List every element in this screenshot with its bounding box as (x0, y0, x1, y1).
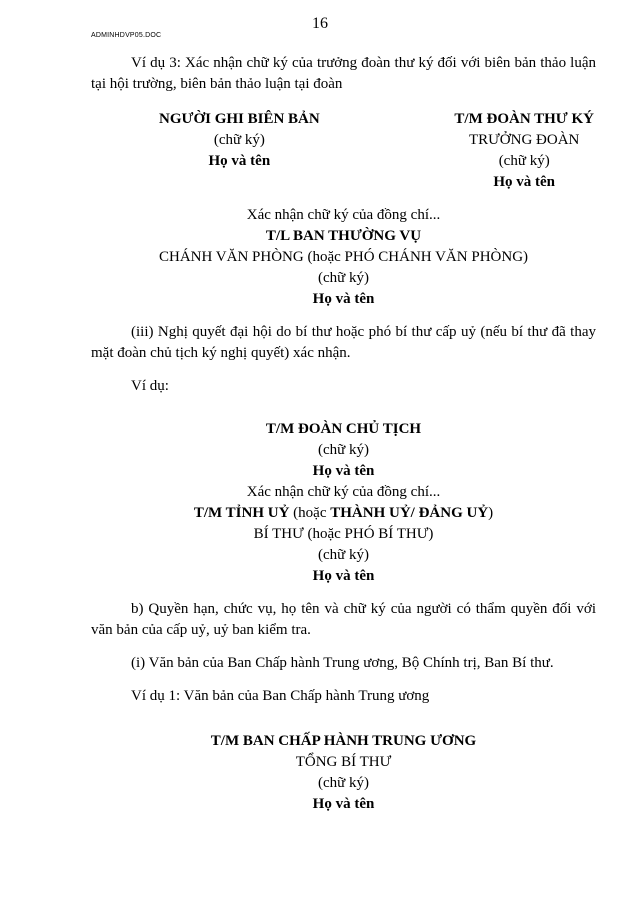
confirm-title-part-c: THÀNH UỶ/ ĐẢNG UỶ (330, 505, 489, 521)
section-b-item-i: (i) Văn bản của Ban Chấp hành Trung ương, Bộ Chính trị, Ban Bí thư. (131, 655, 554, 671)
example3-intro: Ví dụ 3: Xác nhận chữ ký của trưởng đoàn thư ký đối với biên bản thảo luận tại hội trường, biên bản thảo luận tại đoàn (91, 55, 596, 92)
presidium-name: Họ và tên (312, 463, 375, 479)
example3-signature-row (91, 109, 596, 193)
presidium-confirm-text: Xác nhận chữ ký của đồng chí... (246, 484, 441, 500)
presidium-sign: (chữ ký) (317, 442, 370, 458)
central-committee-signature-block (91, 731, 596, 815)
presidium-confirm-title (91, 503, 596, 524)
example3-confirmation (91, 205, 596, 310)
central-committee-title: T/M BAN CHẤP HÀNH TRUNG ƯƠNG (210, 733, 477, 749)
confirm-position: CHÁNH VĂN PHÒNG (hoặc PHÓ CHÁNH VĂN PHÒNG) (158, 249, 529, 265)
confirm-text: Xác nhận chữ ký của đồng chí... (246, 207, 441, 223)
item-iii-example-label: Ví dụ: (131, 378, 169, 394)
confirm-title-part-b: (hoặc (289, 505, 331, 521)
presidium-confirm-name: Họ và tên (312, 568, 375, 584)
central-committee-name: Họ và tên (312, 796, 375, 812)
recorder-name: Họ và tên (208, 153, 271, 169)
secretary-position: TRƯỞNG ĐOÀN (469, 132, 580, 148)
secretary-title: T/M ĐOÀN THƯ KÝ (454, 111, 594, 127)
section-b-example1: Ví dụ 1: Văn bản của Ban Chấp hành Trung ương (131, 688, 430, 704)
confirm-name: Họ và tên (312, 291, 375, 307)
confirm-title: T/L BAN THƯỜNG VỤ (265, 228, 422, 244)
recorder-signature-block (159, 109, 320, 193)
secretary-sign: (chữ ký) (498, 153, 550, 169)
page-number: 16 (312, 15, 328, 32)
confirm-title-part-d: ) (488, 505, 494, 521)
presidium-title: T/M ĐOÀN CHỦ TỊCH (265, 421, 422, 437)
confirm-sign: (chữ ký) (317, 270, 370, 286)
item-iii-text: (iii) Nghị quyết đại hội do bí thư hoặc phó bí thư cấp uỷ (nếu bí thư đã thay mặt đoàn chủ tịch ký nghị quyết) xác nhận. (91, 324, 596, 361)
confirm-title-part-a: T/M TỈNH UỶ (193, 505, 290, 521)
document-body (91, 53, 596, 815)
presidium-confirm-position: BÍ THƯ (hoặc PHÓ BÍ THƯ) (253, 526, 434, 542)
central-committee-position: TỔNG BÍ THƯ (295, 754, 392, 770)
presidium-confirm-sign: (chữ ký) (317, 547, 370, 563)
file-identifier: ADMINHDVP05.DOC (91, 32, 162, 39)
central-committee-sign: (chữ ký) (317, 775, 370, 791)
section-b-text: b) Quyền hạn, chức vụ, họ tên và chữ ký của người có thẩm quyền đối với văn bản của cấp uỷ, uỷ ban kiểm tra. (91, 601, 596, 638)
recorder-sign: (chữ ký) (213, 132, 265, 148)
secretary-name: Họ và tên (493, 174, 556, 190)
secretary-signature-block (454, 109, 594, 193)
presidium-signature-block (91, 419, 596, 587)
recorder-title: NGƯỜI GHI BIÊN BẢN (159, 111, 320, 127)
